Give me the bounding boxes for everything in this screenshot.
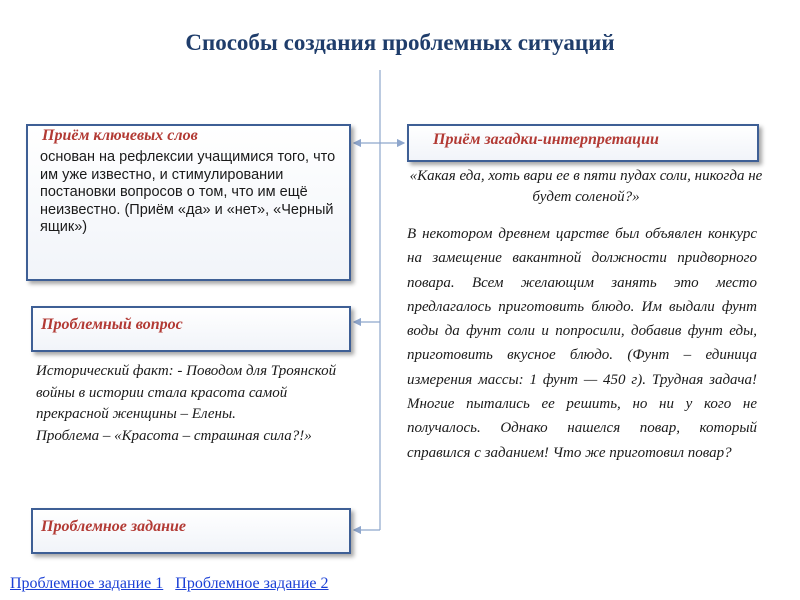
riddle-technique-box: [407, 124, 759, 162]
keywords-technique-box: [26, 124, 351, 281]
problem-statement: Проблема – «Красота – страшная сила?!»: [36, 428, 312, 445]
keywords-box-title: Приём ключевых слов: [42, 127, 198, 144]
riddle-story: В некотором древнем царстве был объявлен конкурс на замещение вакантной должности придворного повара. Всем желающим занять это место предлагалось приготовить блюдо. Им выдали фунт воды да фунт соли и попросили, добавив фунт еды, приготовить вкусное блюдо. (Фунт – единица измерения массы: 1 фунт — 450 г). Трудная задача! Многие пытались ее решить, но ни у кого не получалось. Однако нашелся повар, который справился с заданием! Что же приготовил повар?: [407, 226, 757, 461]
page-title: Способы создания проблемных ситуаций: [185, 30, 615, 55]
task-links: [10, 575, 329, 593]
problem-task-1-link[interactable]: Проблемное задание 1: [10, 575, 164, 592]
historical-fact: [36, 361, 346, 448]
riddle-quote: «Какая еда, хоть вари ее в пяти пудах соли, никогда не будет соленой?»: [409, 168, 763, 205]
historical-fact-text: Исторический факт: - Поводом для Троянской войны в истории стала красота самой прекрасной женщины – Елены.: [36, 363, 337, 423]
riddle-box-title: Приём загадки-интерпретации: [433, 131, 659, 148]
problem-question-box: [31, 306, 351, 352]
question-box-title: Проблемный вопрос: [41, 316, 183, 333]
keywords-box-body: основан на рефлексии учащимися того, что им уже известно, и стимулировании постановки вопросов о том, что им ещё неизвестно. (Приём «да» и «нет», «Черный ящик»): [40, 149, 336, 235]
problem-task-box: [31, 508, 351, 554]
problem-task-2-link[interactable]: Проблемное задание 2: [175, 575, 329, 592]
task-box-title: Проблемное задание: [41, 518, 186, 535]
